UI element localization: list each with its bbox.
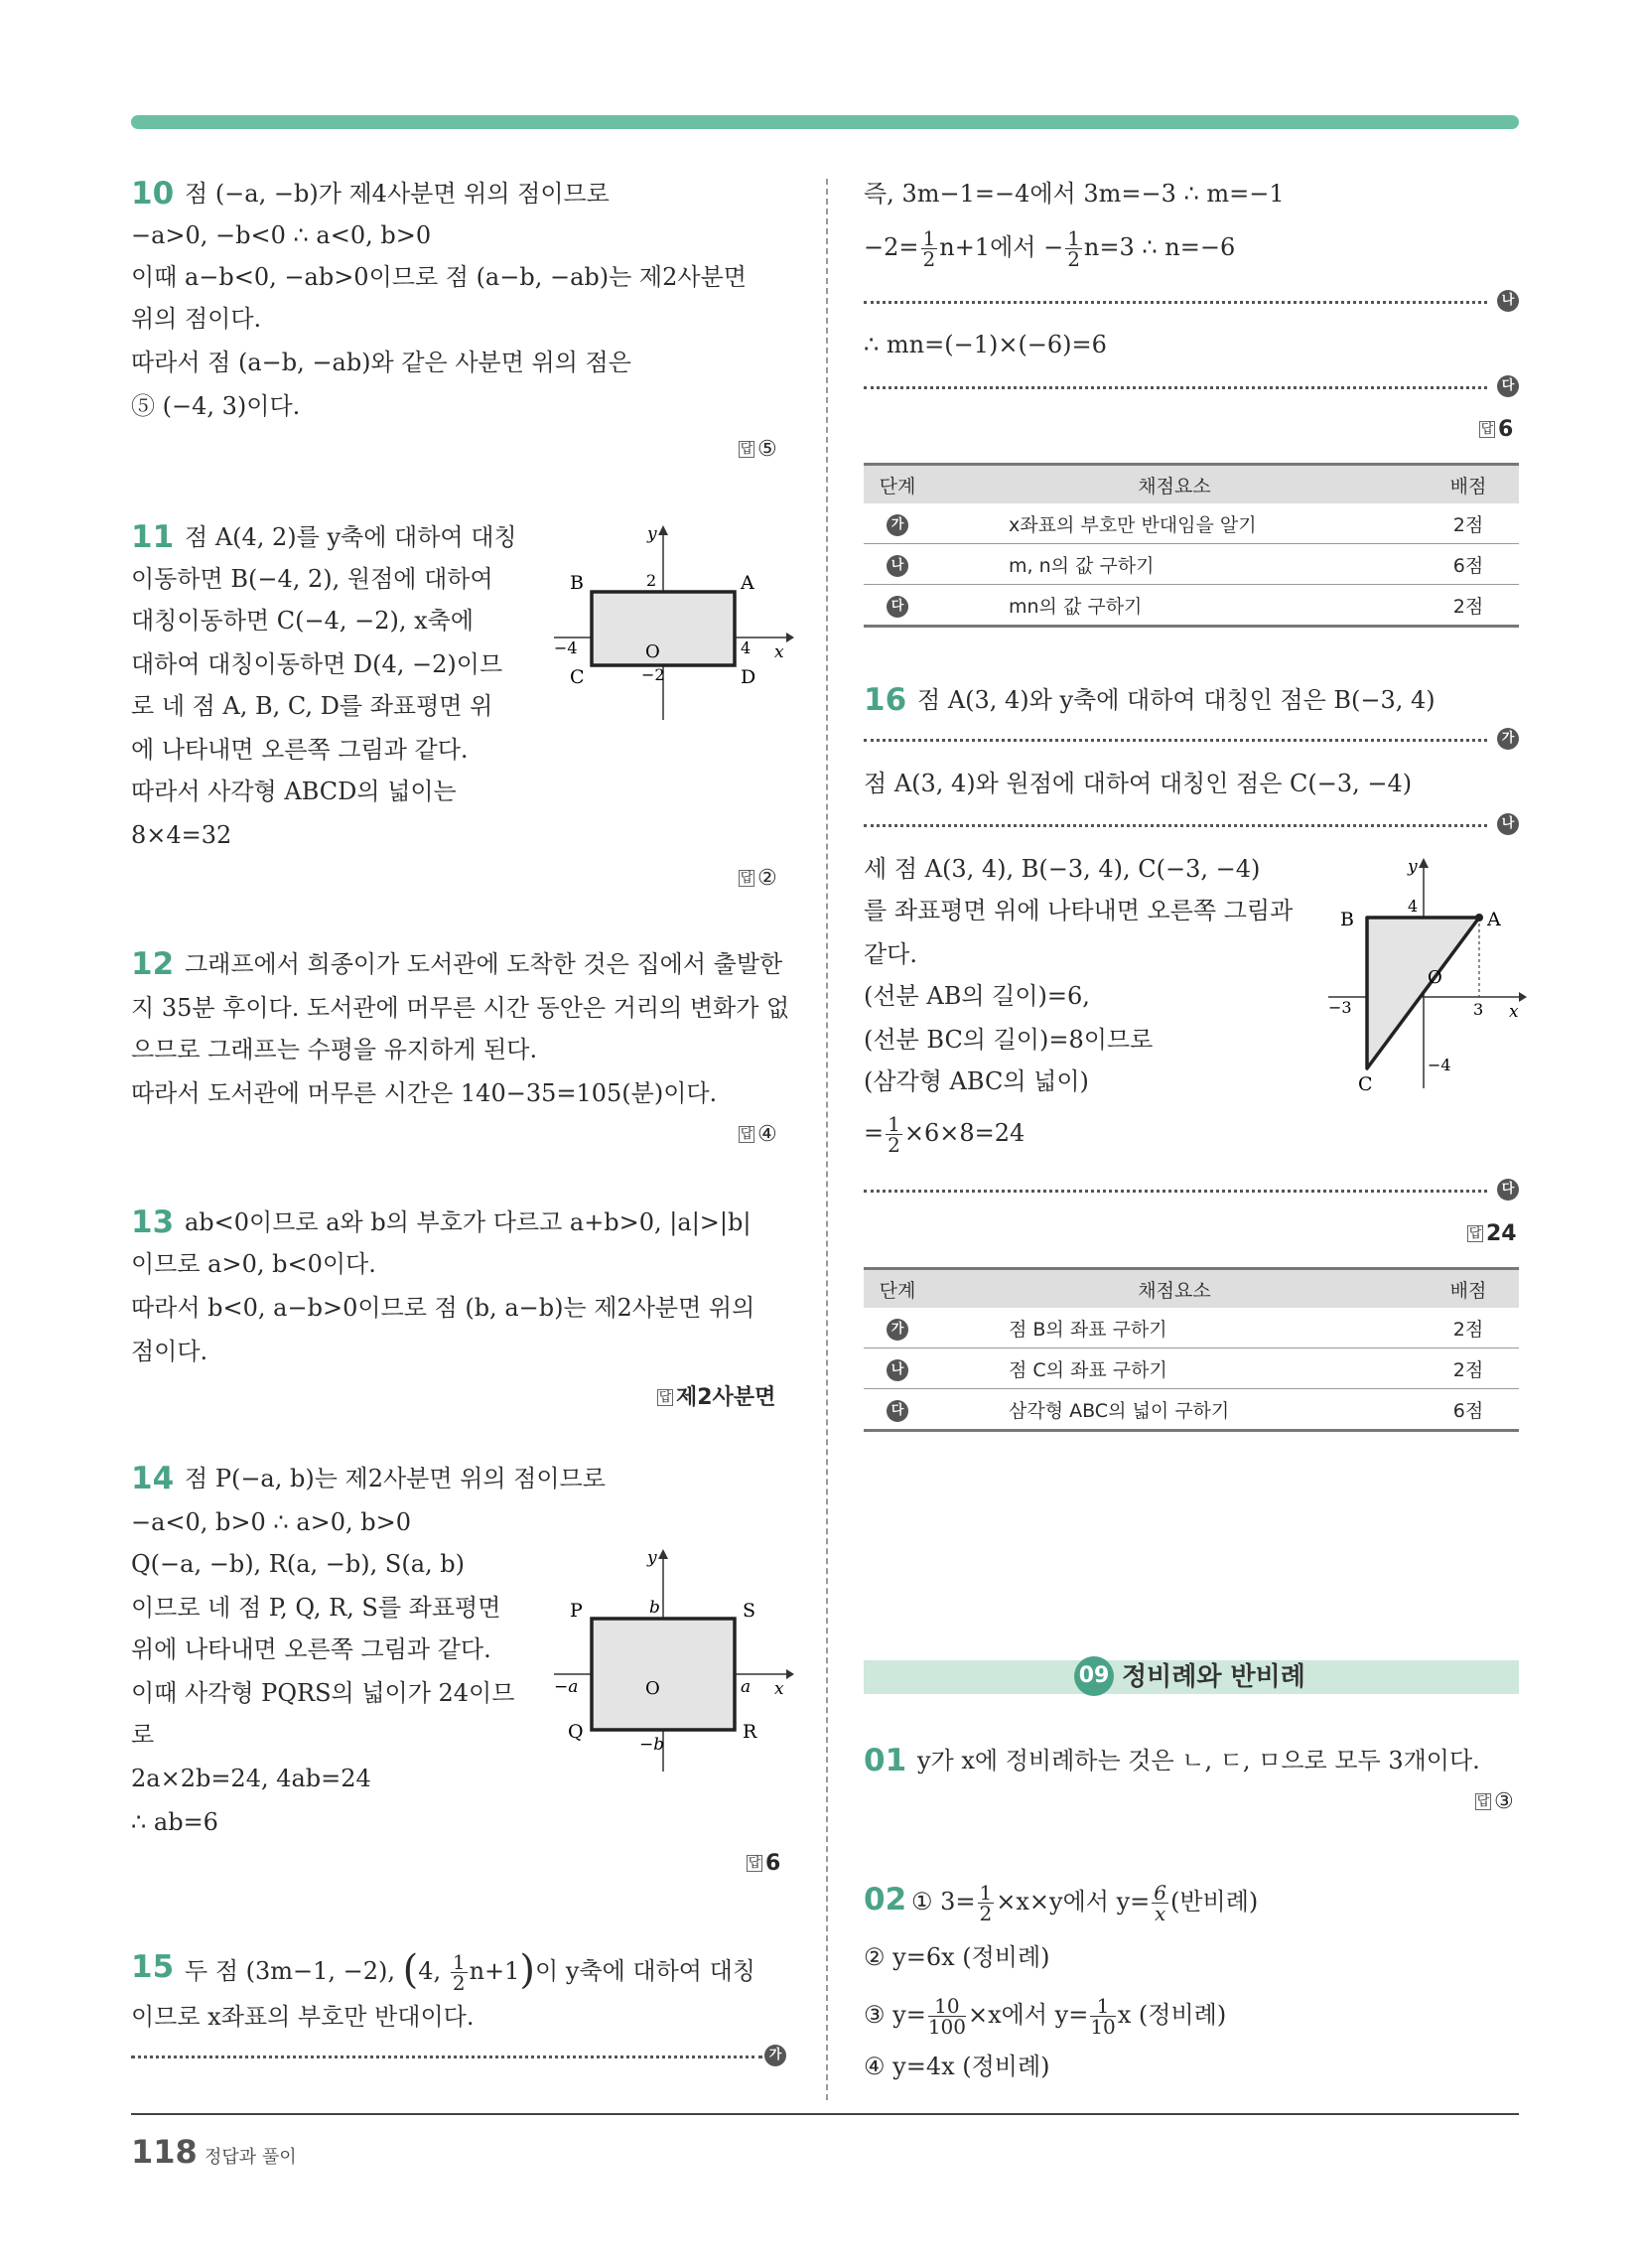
tick-label: 4 bbox=[741, 638, 752, 657]
text-line: 점 (−a, −b)가 제4사분면 위의 점이므로 bbox=[185, 180, 610, 208]
text-line: 이므로 x좌표의 부호만 반대이다. bbox=[131, 2003, 475, 2031]
table-header: 채점요소 bbox=[931, 1269, 1418, 1309]
problem-number: 11 bbox=[131, 519, 175, 555]
text-line: 대칭이동하면 C(−4, −2), x축에 bbox=[131, 607, 474, 635]
answer: 답 제2사분면 bbox=[658, 1385, 776, 1410]
answer-icon: 답 bbox=[1476, 1794, 1490, 1809]
tick-label: −4 bbox=[1428, 1056, 1451, 1074]
text-line: 대하여 대칭이동하면 D(4, −2)이므 bbox=[131, 650, 503, 678]
axis-label-y: y bbox=[1408, 857, 1418, 877]
section-badge: 09 bbox=[1074, 1656, 1114, 1696]
text-line: ab<0이므로 a와 b의 부호가 다르고 a+b>0, |a|>|b| bbox=[185, 1208, 752, 1236]
step-marker-icon: 가 bbox=[887, 514, 908, 536]
problem-number: 10 bbox=[131, 176, 175, 212]
text-line: 같다. bbox=[864, 940, 917, 968]
answer-icon: 답 bbox=[658, 1390, 672, 1405]
point-label-q: Q bbox=[568, 1721, 584, 1743]
scoring-table-16 bbox=[864, 1267, 1519, 1432]
point-label-c: C bbox=[1358, 1073, 1373, 1092]
coordinate-graph-triangle bbox=[1320, 854, 1529, 1092]
table-cell: 삼각형 ABC의 넓이 구하기 bbox=[931, 1389, 1418, 1431]
text-line: 따라서 b<0, a−b>0이므로 점 (b, a−b)는 제2사분면 위의 bbox=[131, 1294, 755, 1322]
text-line: 2a×2b=24, 4ab=24 bbox=[131, 1765, 371, 1792]
text-line: ∴ mn=(−1)×(−6)=6 bbox=[864, 331, 1107, 358]
table-header: 채점요소 bbox=[931, 465, 1418, 504]
dotted-separator bbox=[864, 1190, 1487, 1193]
axis-label-y: y bbox=[647, 524, 657, 544]
problem-number: 15 bbox=[131, 1949, 175, 1985]
answer-icon: 답 bbox=[740, 1127, 753, 1142]
axis-label-x: x bbox=[774, 1679, 784, 1699]
dotted-separator bbox=[864, 824, 1487, 827]
text-line: −a<0, b>0 ∴ a>0, b>0 bbox=[131, 1508, 412, 1536]
tick-label: a bbox=[741, 1677, 752, 1697]
dotted-separator bbox=[864, 739, 1487, 742]
text-line: 두 점 (3m−1, −2), (4, $\frac{1}{2}$ n+1)이 y축에 대하여 대칭 bbox=[185, 1947, 755, 1995]
table-row bbox=[864, 585, 1519, 627]
table-cell: 2점 bbox=[1418, 503, 1519, 544]
text-line: 점 A(3, 4)와 y축에 대하여 대칭인 점은 B(−3, 4) bbox=[917, 686, 1436, 714]
text-line: 따라서 사각형 ABCD의 넓이는 bbox=[131, 778, 457, 805]
tick-label: −2 bbox=[641, 665, 665, 684]
table-header: 단계 bbox=[864, 1269, 931, 1309]
text-line: 이동하면 B(−4, 2), 원점에 대하여 bbox=[131, 565, 493, 593]
text-line: 8×4=32 bbox=[131, 821, 232, 849]
page-label: 정답과 풀이 bbox=[205, 2147, 297, 2168]
rectangle-abcd bbox=[592, 592, 735, 665]
answer: 답 6 bbox=[1480, 417, 1514, 442]
point-label-s: S bbox=[743, 1600, 756, 1622]
text-line: 이므로 네 점 P, Q, R, S를 좌표평면 bbox=[131, 1594, 501, 1622]
step-marker-icon: 가 bbox=[764, 2045, 786, 2066]
text-line: −2= $\frac{1}{2}$ n+1에서 − $\frac{1}{2}$ n=3 ∴ n=−6 bbox=[864, 226, 1236, 271]
text-line: 로 bbox=[131, 1721, 155, 1749]
page-number: 118 bbox=[131, 2133, 198, 2171]
answer-icon: 답 bbox=[740, 871, 753, 886]
table-cell: x좌표의 부호만 반대임을 알기 bbox=[931, 503, 1418, 544]
text-line: ∴ ab=6 bbox=[131, 1808, 218, 1836]
coordinate-graph-abcd bbox=[546, 521, 794, 725]
answer: 답 24 bbox=[1468, 1221, 1517, 1246]
answer-icon: 답 bbox=[740, 442, 753, 457]
section-header bbox=[864, 1660, 1519, 1694]
text-line: 점이다. bbox=[131, 1338, 208, 1365]
axis-label-x: x bbox=[774, 642, 784, 662]
text-line: 를 좌표평면 위에 나타내면 오른쪽 그림과 bbox=[864, 897, 1294, 924]
text-line: 이때 사각형 PQRS의 넓이가 24이므 bbox=[131, 1679, 515, 1707]
problem-number: 16 bbox=[864, 682, 907, 718]
section-title: 정비례와 반비례 bbox=[1122, 1662, 1305, 1692]
answer-icon: 답 bbox=[1480, 422, 1494, 437]
answer: 답 ③ bbox=[1476, 1789, 1514, 1814]
answer-icon: 답 bbox=[748, 1856, 761, 1871]
origin-label: O bbox=[645, 1678, 660, 1699]
step-marker-icon: 다 bbox=[1497, 1179, 1519, 1201]
text-line: ③ y= $\frac{10}{100}$ ×x에서 y= $\frac{1}{10}$ x (정비례) bbox=[864, 1994, 1227, 2039]
dotted-separator bbox=[864, 386, 1487, 389]
text-line: (선분 AB의 길이)=6, bbox=[864, 982, 1090, 1010]
text-line: 에 나타내면 오른쪽 그림과 같다. bbox=[131, 736, 469, 764]
dotted-separator bbox=[864, 301, 1487, 304]
text-line: ④ y=4x (정비례) bbox=[864, 2053, 1050, 2080]
step-marker-icon: 나 bbox=[887, 1359, 908, 1381]
table-cell: 6점 bbox=[1418, 544, 1519, 585]
text-line: 그래프에서 희종이가 도서관에 도착한 것은 집에서 출발한 bbox=[185, 950, 783, 978]
tick-label: −a bbox=[554, 1677, 579, 1697]
table-header: 단계 bbox=[864, 465, 931, 504]
text-line: 점 A(3, 4)와 원점에 대하여 대칭인 점은 C(−3, −4) bbox=[864, 770, 1413, 797]
text-line: ⑤ (−4, 3)이다. bbox=[131, 392, 301, 420]
text-line: 점 P(−a, b)는 제2사분면 위의 점이므로 bbox=[185, 1465, 606, 1492]
text-line: Q(−a, −b), R(a, −b), S(a, b) bbox=[131, 1550, 465, 1578]
text-line: (삼각형 ABC의 넓이) bbox=[864, 1067, 1089, 1095]
step-marker-icon: 나 bbox=[1497, 813, 1519, 835]
text-line: y가 x에 정비례하는 것은 ㄴ, ㄷ, ㅁ으로 모두 3개이다. bbox=[917, 1747, 1480, 1774]
text-line: ② y=6x (정비례) bbox=[864, 1943, 1050, 1971]
problem-number: 14 bbox=[131, 1461, 175, 1496]
step-marker-icon: 나 bbox=[1497, 290, 1519, 312]
tick-label: b bbox=[649, 1598, 660, 1618]
answer: 답 6 bbox=[748, 1851, 781, 1876]
origin-label: O bbox=[645, 641, 660, 662]
point-label-p: P bbox=[570, 1600, 583, 1622]
table-cell: 점 B의 좌표 구하기 bbox=[931, 1308, 1418, 1348]
point-a bbox=[1475, 914, 1483, 921]
table-cell: 2점 bbox=[1418, 1308, 1519, 1348]
text-line: 세 점 A(3, 4), B(−3, 4), C(−3, −4) bbox=[864, 855, 1261, 883]
text-line: 위의 점이다. bbox=[131, 305, 262, 333]
text-line: 로 네 점 A, B, C, D를 좌표평면 위 bbox=[131, 692, 493, 720]
text-line: (선분 BC의 길이)=8이므로 bbox=[864, 1026, 1154, 1054]
table-row bbox=[864, 503, 1519, 544]
answer: 답 ⑤ bbox=[740, 437, 777, 462]
tick-label: −b bbox=[639, 1735, 665, 1755]
problem-number: 13 bbox=[131, 1205, 175, 1240]
text-line: 이므로 a>0, b<0이다. bbox=[131, 1250, 376, 1278]
text-line: 이때 a−b<0, −ab>0이므로 점 (a−b, −ab)는 제2사분면 bbox=[131, 263, 747, 291]
table-header: 배점 bbox=[1418, 1269, 1519, 1309]
step-marker-icon: 가 bbox=[887, 1319, 908, 1341]
point-label-r: R bbox=[743, 1721, 757, 1743]
text-line: ① 3= $\frac{1}{2}$ ×x×y에서 y= $\frac{6}{x}$ (반비례) bbox=[911, 1881, 1259, 1925]
table-cell: 2점 bbox=[1418, 585, 1519, 627]
scoring-table-15 bbox=[864, 463, 1519, 628]
point-label-a: A bbox=[741, 572, 754, 594]
text-line: −a>0, −b<0 ∴ a<0, b>0 bbox=[131, 221, 432, 249]
problem-number: 12 bbox=[131, 946, 175, 982]
table-cell: 6점 bbox=[1418, 1389, 1519, 1431]
problem-number: 02 bbox=[864, 1882, 907, 1917]
answer-icon: 답 bbox=[1468, 1226, 1482, 1241]
table-row bbox=[864, 1348, 1519, 1389]
coordinate-graph-pqrs bbox=[546, 1545, 794, 1777]
text-line: 으므로 그래프는 수평을 유지하게 된다. bbox=[131, 1036, 538, 1063]
step-marker-icon: 가 bbox=[1497, 728, 1519, 750]
text-line: 위에 나타내면 오른쪽 그림과 같다. bbox=[131, 1635, 491, 1663]
table-cell: 점 C의 좌표 구하기 bbox=[931, 1348, 1418, 1389]
table-cell: 2점 bbox=[1418, 1348, 1519, 1389]
table-row bbox=[864, 1389, 1519, 1431]
tick-label: −4 bbox=[554, 638, 578, 657]
text-line: 지 35분 후이다. 도서관에 머무른 시간 동안은 거리의 변화가 없 bbox=[131, 994, 790, 1022]
table-row bbox=[864, 1308, 1519, 1348]
top-accent-bar bbox=[131, 115, 1519, 129]
point-label-d: D bbox=[741, 666, 756, 688]
point-label-a: A bbox=[1487, 909, 1501, 930]
axis-label-x: x bbox=[1509, 1002, 1519, 1022]
answer: 답 ② bbox=[740, 866, 777, 891]
step-marker-icon: 나 bbox=[887, 555, 908, 577]
tick-label: −3 bbox=[1328, 998, 1352, 1017]
footer-rule bbox=[131, 2113, 1519, 2115]
tick-label: 2 bbox=[646, 571, 657, 590]
point-label-b: B bbox=[570, 572, 584, 594]
table-cell: m, n의 값 구하기 bbox=[931, 544, 1418, 585]
point-label-b: B bbox=[1340, 909, 1354, 930]
axis-label-y: y bbox=[647, 1548, 657, 1568]
column-divider bbox=[826, 179, 828, 2100]
rectangle-pqrs bbox=[592, 1619, 735, 1730]
table-header: 배점 bbox=[1418, 465, 1519, 504]
step-marker-icon: 다 bbox=[887, 1400, 908, 1422]
tick-label: 4 bbox=[1408, 897, 1419, 916]
text-line: 점 A(4, 2)를 y축에 대하여 대칭 bbox=[185, 523, 517, 551]
text-line: 즉, 3m−1=−4에서 3m=−3 ∴ m=−1 bbox=[864, 180, 1285, 208]
text-line: 따라서 점 (a−b, −ab)와 같은 사분면 위의 점은 bbox=[131, 349, 631, 376]
tick-label: 3 bbox=[1473, 1000, 1484, 1019]
point-label-c: C bbox=[570, 666, 585, 688]
dotted-separator bbox=[131, 2055, 762, 2058]
origin-label: O bbox=[1428, 967, 1442, 988]
step-marker-icon: 다 bbox=[887, 596, 908, 618]
text-line: = $\frac{1}{2}$ ×6×8=24 bbox=[864, 1112, 1026, 1157]
table-row bbox=[864, 544, 1519, 585]
table-cell: mn의 값 구하기 bbox=[931, 585, 1418, 627]
problem-number: 01 bbox=[864, 1743, 907, 1778]
answer: 답 ④ bbox=[740, 1122, 777, 1147]
text-line: 따라서 도서관에 머무른 시간은 140−35=105(분)이다. bbox=[131, 1079, 718, 1107]
step-marker-icon: 다 bbox=[1497, 375, 1519, 397]
